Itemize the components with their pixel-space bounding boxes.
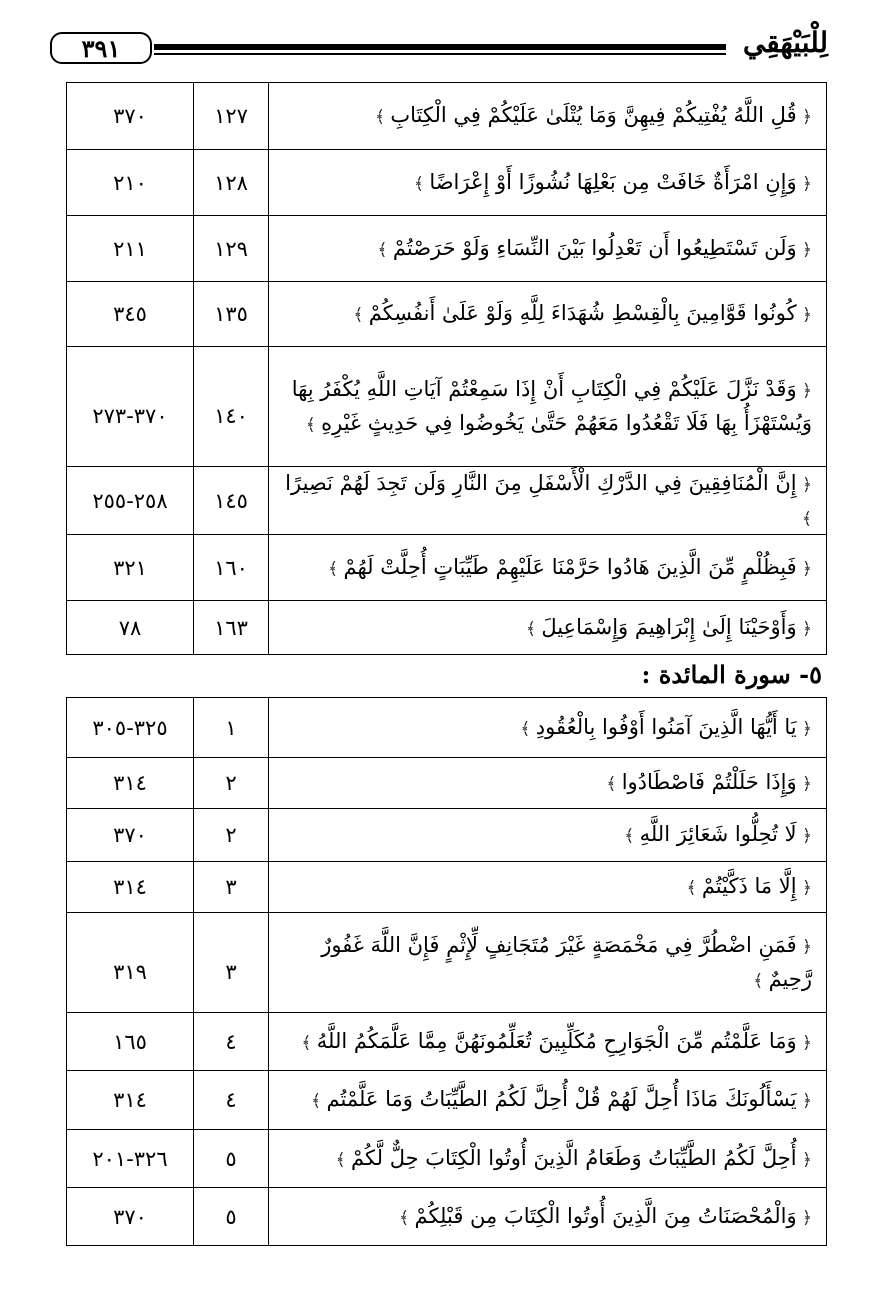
page-references: ٣٤٥ <box>67 282 194 347</box>
verse-text-cell <box>269 601 827 655</box>
page-references: ٣١٤ <box>67 758 194 809</box>
ornate-bracket-close-icon: ﴾ <box>686 878 702 899</box>
ornate-bracket-open-icon: ﴿ <box>796 475 812 495</box>
verse-text-cell <box>269 347 827 467</box>
verse-text: وَإِذَا حَلَلْتُمْ فَاصْطَادُوا <box>621 770 797 795</box>
page-references: ٣٢٥-٣٠٥ <box>67 698 194 758</box>
verse-text: وَمَا عَلَّمْتُم مِّنَ الْجَوَارِحِ مُكَلِّبِينَ تُعَلِّمُونَهُنَّ مِمَّا عَلَّمَكُمُ اللَّهُ <box>316 1028 797 1053</box>
ornate-bracket-close-icon: ﴾ <box>413 173 430 194</box>
page-references: ٣٧٠ <box>67 1188 194 1246</box>
verse-number: ٣ <box>194 913 269 1013</box>
verse-text-cell <box>269 83 827 150</box>
verse-text: فَبِظُلْمٍ مِّنَ الَّذِينَ هَادُوا حَرَّمْنَا عَلَيْهِمْ طَيِّبَاتٍ أُحِلَّتْ لَهُمْ <box>343 554 797 579</box>
page-references: ٢١٠ <box>67 150 194 216</box>
ornate-bracket-open-icon: ﴿ <box>796 558 812 579</box>
verse-text: أُحِلَّ لَكُمُ الطَّيِّبَاتُ وَطَعَامُ الَّذِينَ أُوتُوا الْكِتَابَ حِلٌّ لَّكُمْ <box>351 1145 797 1170</box>
verse-text-cell <box>269 809 827 862</box>
verse-text: قُلِ اللَّهُ يُفْتِيكُمْ فِيهِنَّ وَمَا يُتْلَىٰ عَلَيْكُمْ فِي الْكِتَابِ <box>390 103 797 128</box>
ornate-bracket-close-icon: ﴾ <box>606 774 622 795</box>
table-row <box>67 83 827 150</box>
ornate-bracket-open-icon: ﴿ <box>796 380 812 401</box>
table-row <box>67 1013 827 1071</box>
table-row <box>67 467 827 535</box>
page-references: ٣٧٠-٢٧٣ <box>67 347 194 467</box>
verse-text-cell <box>269 1130 827 1188</box>
verse-number: ١ <box>194 698 269 758</box>
verse-text-cell <box>269 862 827 913</box>
ornate-bracket-close-icon: ﴾ <box>377 239 393 260</box>
verse-text: وَقَدْ نَزَّلَ عَلَيْكُمْ فِي الْكِتَابِ أَنْ إِذَا سَمِعْتُمْ آيَاتِ اللَّهِ يُكْفَرُ بِهَا وَيُسْتَهْزَأُ بِهَا فَلَا تَقْعُدُوا مَعَهُمْ حَتَّىٰ يَخُوضُوا فِي حَدِيثٍ غَيْرِهِ <box>291 376 812 435</box>
ornate-bracket-open-icon: ﴿ <box>796 1207 812 1228</box>
table-row <box>67 758 827 809</box>
page-references: ٧٨ <box>67 601 194 655</box>
ornate-bracket-open-icon: ﴿ <box>796 618 812 639</box>
ornate-bracket-close-icon: ﴾ <box>753 970 769 991</box>
ornate-bracket-close-icon: ﴾ <box>335 1149 352 1170</box>
verse-number: ١٢٧ <box>194 83 269 150</box>
header-rule-thin <box>154 53 726 55</box>
page-number: ٣٩١ <box>50 32 152 64</box>
verse-number: ١٤٥ <box>194 467 269 535</box>
table-row <box>67 1071 827 1130</box>
verse-text: فَمَنِ اضْطُرَّ فِي مَخْمَصَةٍ غَيْرَ مُتَجَانِفٍ لِّإِثْمٍ فَإِنَّ اللَّهَ غَفُورٌ رَّحِيمٌ <box>321 932 812 991</box>
verse-text-cell <box>269 758 827 809</box>
page-references: ٣١٩ <box>67 913 194 1013</box>
verse-text: وَأَوْحَيْنَا إِلَىٰ إِبْرَاهِيمَ وَإِسْمَاعِيلَ <box>541 614 797 639</box>
page-header <box>44 26 834 70</box>
verse-number: ٣ <box>194 862 269 913</box>
ornate-bracket-close-icon: ﴾ <box>802 508 812 529</box>
verse-text: وَإِنِ امْرَأَةٌ خَافَتْ مِن بَعْلِهَا نُشُوزًا أَوْ إِعْرَاضًا <box>429 169 797 194</box>
table-row <box>67 282 827 347</box>
verse-text-cell <box>269 1013 827 1071</box>
verse-index-table-nisa <box>66 82 827 655</box>
verse-text-cell <box>269 1071 827 1130</box>
ornate-bracket-open-icon: ﴿ <box>796 107 812 128</box>
ornate-bracket-close-icon: ﴾ <box>375 107 391 128</box>
verse-number: ٥ <box>194 1188 269 1246</box>
page-references: ٢٥٨-٢٥٥ <box>67 467 194 535</box>
verse-text: يَا أَيُّهَا الَّذِينَ آمَنُوا أَوْفُوا بِالْعُقُودِ <box>535 714 797 739</box>
table-row <box>67 535 827 601</box>
ornate-bracket-close-icon: ﴾ <box>353 305 369 326</box>
verse-text: لَا تُحِلُّوا شَعَائِرَ اللَّهِ <box>639 822 797 847</box>
ornate-bracket-open-icon: ﴿ <box>796 936 812 957</box>
verse-number: ١٦٠ <box>194 535 269 601</box>
ornate-bracket-open-icon: ﴿ <box>796 718 812 739</box>
verse-text-cell <box>269 698 827 758</box>
verse-number: ٢ <box>194 758 269 809</box>
running-title: لِلْبَيْهَقِي <box>742 26 828 59</box>
verse-text-cell <box>269 913 827 1013</box>
page-references: ٣٧٠ <box>67 809 194 862</box>
table-row <box>67 698 827 758</box>
table-row <box>67 862 827 913</box>
verse-text: يَسْأَلُونَكَ مَاذَا أُحِلَّ لَهُمْ قُلْ أُحِلَّ لَكُمُ الطَّيِّبَاتُ وَمَا عَلَّمْتُم <box>326 1087 797 1112</box>
page-references: ٣٢١ <box>67 535 194 601</box>
verse-text-cell <box>269 150 827 216</box>
table-row <box>67 150 827 216</box>
ornate-bracket-close-icon: ﴾ <box>301 1032 317 1053</box>
ornate-bracket-close-icon: ﴾ <box>399 1207 415 1228</box>
verse-number: ١٤٠ <box>194 347 269 467</box>
verse-text-cell <box>269 282 827 347</box>
ornate-bracket-open-icon: ﴿ <box>796 305 812 326</box>
verse-text: إِنَّ الْمُنَافِقِينَ فِي الدَّرْكِ الْأَسْفَلِ مِنَ النَّارِ وَلَن تَجِدَ لَهُمْ نَصِيرًا <box>285 471 797 495</box>
ornate-bracket-open-icon: ﴿ <box>796 774 812 795</box>
ornate-bracket-open-icon: ﴿ <box>796 826 812 847</box>
table-row <box>67 601 827 655</box>
ornate-bracket-open-icon: ﴿ <box>796 1149 812 1170</box>
ornate-bracket-open-icon: ﴿ <box>796 1032 812 1053</box>
ornate-bracket-open-icon: ﴿ <box>796 173 812 194</box>
page-references: ٣٢٦-٢٠١ <box>67 1130 194 1188</box>
verse-number: ٤ <box>194 1071 269 1130</box>
page-references: ٢١١ <box>67 216 194 282</box>
ornate-bracket-close-icon: ﴾ <box>525 618 542 639</box>
verse-number: ١٦٣ <box>194 601 269 655</box>
verse-number: ١٢٩ <box>194 216 269 282</box>
ornate-bracket-open-icon: ﴿ <box>796 878 812 899</box>
verse-text-cell <box>269 467 827 535</box>
table-row <box>67 1130 827 1188</box>
ornate-bracket-close-icon: ﴾ <box>520 718 536 739</box>
ornate-bracket-close-icon: ﴾ <box>305 414 322 435</box>
verse-number: ١٣٥ <box>194 282 269 347</box>
section-title-al-maidah: ٥- سورة المائدة : <box>641 660 822 689</box>
verse-text-cell <box>269 1188 827 1246</box>
verse-number: ١٢٨ <box>194 150 269 216</box>
verse-number: ٥ <box>194 1130 269 1188</box>
ornate-bracket-close-icon: ﴾ <box>311 1091 327 1112</box>
table-row <box>67 216 827 282</box>
ornate-bracket-close-icon: ﴾ <box>624 826 640 847</box>
table-row <box>67 347 827 467</box>
verse-number: ٢ <box>194 809 269 862</box>
page-references: ٣١٤ <box>67 862 194 913</box>
verse-number: ٤ <box>194 1013 269 1071</box>
table-row <box>67 913 827 1013</box>
page-references: ٣١٤ <box>67 1071 194 1130</box>
verse-text: وَالْمُحْصَنَاتُ مِنَ الَّذِينَ أُوتُوا الْكِتَابَ مِن قَبْلِكُمْ <box>414 1203 797 1228</box>
page-references: ١٦٥ <box>67 1013 194 1071</box>
verse-text: كُونُوا قَوَّامِينَ بِالْقِسْطِ شُهَدَاءَ لِلَّهِ وَلَوْ عَلَىٰ أَنفُسِكُمْ <box>368 301 797 326</box>
page-references: ٣٧٠ <box>67 83 194 150</box>
ornate-bracket-close-icon: ﴾ <box>328 558 344 579</box>
verse-text-cell <box>269 535 827 601</box>
verse-text-cell <box>269 216 827 282</box>
table-row <box>67 1188 827 1246</box>
verse-text: إِلَّا مَا ذَكَّيْتُمْ <box>701 874 797 899</box>
header-rule-thick <box>154 44 726 50</box>
table-row <box>67 809 827 862</box>
verse-text: وَلَن تَسْتَطِيعُوا أَن تَعْدِلُوا بَيْنَ النِّسَاءِ وَلَوْ حَرَصْتُمْ <box>392 235 797 260</box>
ornate-bracket-open-icon: ﴿ <box>796 239 812 260</box>
verse-index-table-maidah <box>66 697 827 1246</box>
ornate-bracket-open-icon: ﴿ <box>796 1091 812 1112</box>
